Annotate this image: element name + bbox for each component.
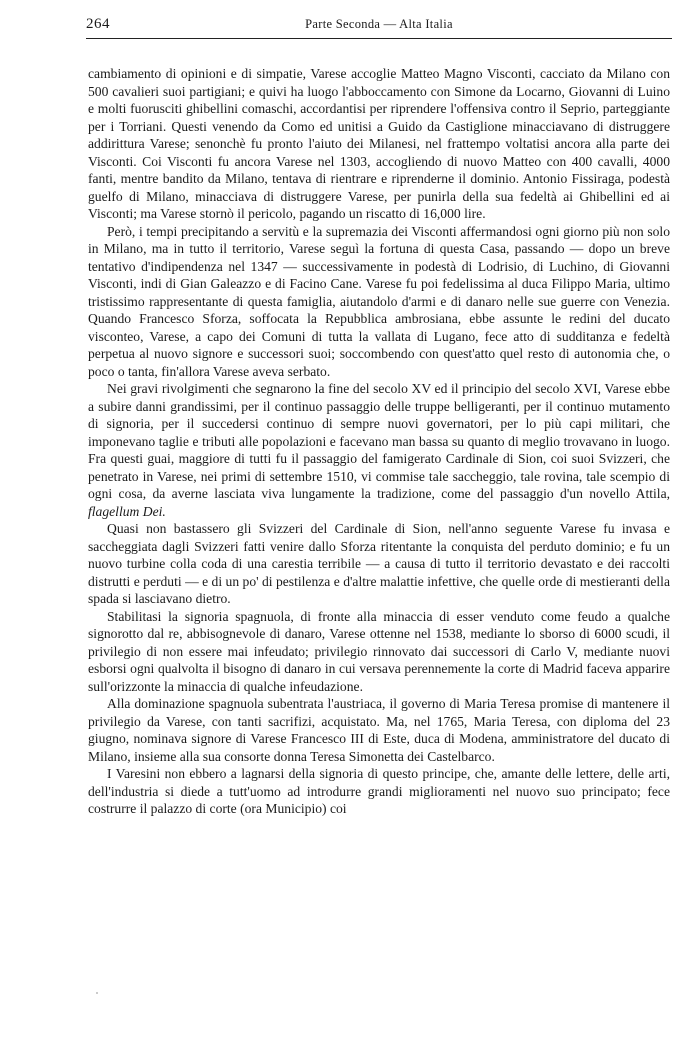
paragraph-6: Alla dominazione spagnuola subentrata l'austriaca, il governo di Maria Teresa promise di mantenere il privilegio da Varese, con tanti sacrifizi, acquistato. Ma, nel 1765, Maria Teresa, con diploma del 23 giugno, nominava signore di Varese Francesco III di Este, duca di Modena, amministratore del ducato di Milano, insieme alla sua consorte donna Teresa Simonetta dei Castelbarco. <box>88 696 670 764</box>
paragraph-7: I Varesini non ebbero a lagnarsi della signoria di questo principe, che, amante delle lettere, delle arti, dell'industria si diede a tutt'uomo ad introdurre grandi miglioramenti nel nuovo suo principato; fece costrurre il palazzo di corte (ora Municipio) coi <box>88 766 670 816</box>
paragraph-4: Quasi non bastassero gli Svizzeri del Cardinale di Sion, nell'anno seguente Varese fu invasa e saccheggiata dagli Svizzeri fatti venire dallo Sforza ritentante la conquista del perduto dominio; e fu un nuovo turbine colla coda di una carestia terribile — a causa di tutto il territorio devastato e dei raccolti distrutti e perduti — e di un po' di pestilenza e d'altre malattie infettive, che quelle orde di mestieranti della spada si lasciavano dietro. <box>88 521 670 606</box>
body-text <box>88 65 670 818</box>
paragraph-5: Stabilitasi la signoria spagnuola, di fronte alla minaccia di esser venduto come feudo a qualche signorotto dal re, abbisognevole di danaro, Varese ottenne nel 1538, mediante lo sborso di 6000 scudi, il privilegio di non essere mai infeudato; privilegio rinnovato dai successori di Carlo V, mediante nuovi esborsi ogni qualvolta il bisogno di danaro in cui versava perennemente la corte di Madrid faceva apparire sull'orizzonte la minaccia di qualche infeudazione. <box>88 608 670 694</box>
paragraph-1: cambiamento di opinioni e di simpatie, Varese accoglie Matteo Magno Visconti, cacciato da Milano con 500 cavalieri suoi partigiani; e quivi ha luogo l'abboccamento con Simone da Locarno, Giovanni di Luino e molti fuorusciti ghibellini comaschi, accordantisi per riprendere l'offensiva contro il Seprio, parteggiante per i Torriani. Questi venendo da Como ed unitisi a Guido da Castiglione minacciavano di distruggere addirittura Varese; senonchè fu pronto l'aiuto dei Milanesi, nel frattempo voltatisi ancora alla parte dei Visconti. Coi Visconti fu ancora Varese nel 1303, accogliendo di nuovo Matteo con 400 cavalli, 4000 fanti, mentre bandito da Milano, tentava di rientrare e riprenderne il dominio. Antonio Fissiraga, podestà guelfo di Milano, minacciava di distruggere Varese, per punirla della sua fedeltà ai Ghibellini ed ai Visconti; ma Varese stornò il pericolo, pagando un riscatto di 16,000 lire. <box>88 66 670 221</box>
paragraph-3 <box>88 380 670 520</box>
print-speck <box>96 992 98 994</box>
running-head: Parte Seconda — Alta Italia <box>305 17 453 31</box>
paragraph-2: Però, i tempi precipitando a servitù e la supremazia dei Visconti affermandosi ogni giorno più non solo in Milano, ma in tutto il territorio, Varese seguì la fortuna di questa Casa, passando — dopo un breve tentativo d'indipendenza nel 1347 — successivamente in podestà di Lodrisio, di Luchino, di Giovanni Visconti, indi di Gian Galeazzo e di Facino Cane. Varese fu poi fedelissima al duca Filippo Maria, ultimo tristissimo rappresentante di questa famiglia, aiutandolo d'armi e di danaro nelle sue guerre con Venezia. Quando Francesco Sforza, soffocata la Repubblica ambrosiana, ebbe assunte le redini del ducato visconteo, Varese, a capo dei Comuni di tutta la vallata di Lugano, fece atto di sudditanza e fedeltà perpetua al nuovo signore e successori suoi; soccombendo con quest'atto quel resto di autonomia che, o poco o tanta, fin'allora Varese aveva serbato. <box>88 223 670 379</box>
paragraph-3-italic: flagellum Dei. <box>88 503 166 519</box>
paragraph-3-text: Nei gravi rivolgimenti che segnarono la fine del secolo XV ed il principio del secolo XVI, Varese ebbe a subire danni grandissimi, per il continuo passaggio delle truppe belligeranti, per il continuo mutamento di signoria, per il succedersi continuo di sempre nuovi governatori, per lo più capi militari, che imponevano taglie e tributi alle popolazioni e facevano man bassa su quanto di meglio trovavano in luogo. Fra questi guai, maggiore di tutti fu il passaggio del famigerato Cardinale di Sion, coi suoi Svizzeri, che penetrato in Varese, nei primi di settembre 1510, vi commise tale saccheggio, tale rovina, tale scempio di ogni cosa, da averne lasciata viva lungamente la tradizione, come del passaggio d'un novello Attila, <box>88 381 670 501</box>
page-number: 264 <box>86 16 110 32</box>
page-header <box>86 14 672 39</box>
